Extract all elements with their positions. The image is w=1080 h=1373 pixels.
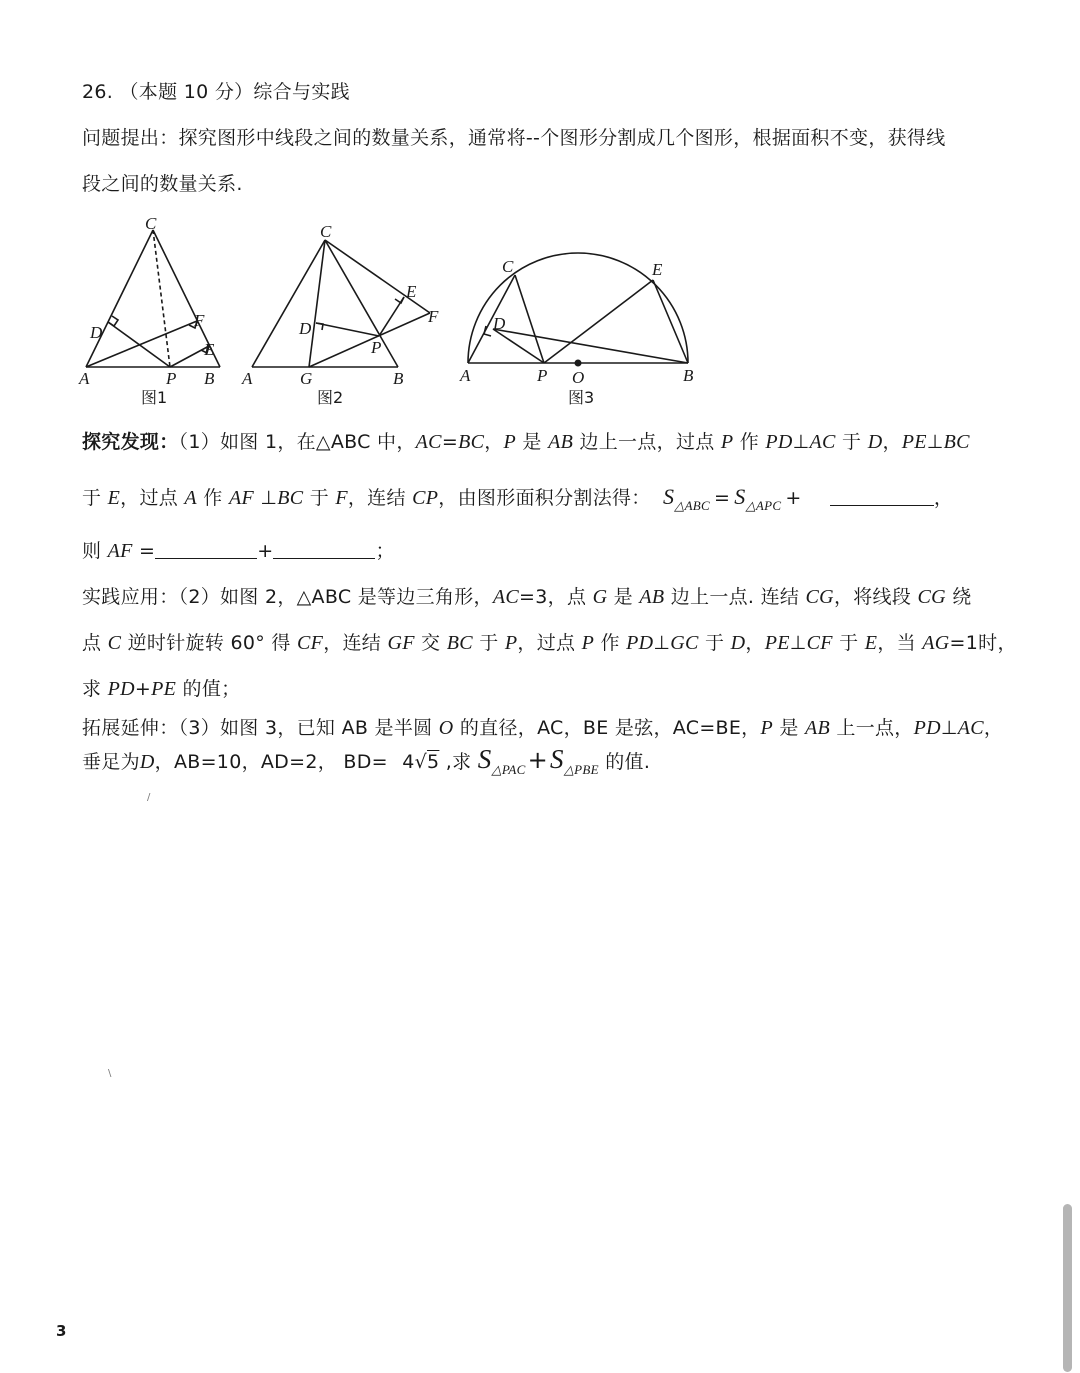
part3-label: 拓展延伸：: [82, 717, 179, 739]
part1-line-3: 则 AF = + ；: [82, 540, 395, 562]
scan-speck: /: [147, 792, 151, 803]
fig2-label-g: G: [300, 369, 313, 388]
part2-line-1: 实践应用：（2）如图 2，△ABC 是等边三角形，AC=3，点 G 是 AB 边上一点. 连结 CG，将线段 CG 绕: [82, 586, 972, 608]
question-meta: （本题 10 分）综合与实践: [119, 81, 350, 103]
figure-2: [252, 240, 430, 367]
fig1-label-b: B: [204, 369, 215, 388]
fig3-label-o: O: [572, 368, 585, 387]
scan-speck: \: [108, 1068, 112, 1079]
page-number: 3: [56, 1322, 67, 1340]
fig3-label-e: E: [652, 260, 663, 279]
part2-line-3: 求 PD+PE 的值；: [82, 678, 241, 700]
fig2-label-a: A: [242, 369, 253, 388]
answer-blank-3[interactable]: [273, 540, 375, 559]
vertical-scrollbar[interactable]: [1063, 1204, 1072, 1372]
part1-label: 探究发现：: [82, 431, 179, 453]
radical-sign: √: [414, 751, 428, 773]
fig1-label-a: A: [79, 369, 90, 388]
fig2-label-d: D: [299, 319, 312, 338]
figure-1: [86, 230, 220, 367]
fig3-label-c: C: [502, 257, 514, 276]
fig2-label-b: B: [393, 369, 404, 388]
fig2-caption: 图2: [317, 388, 344, 407]
intro-line-2: 段之间的数量关系.: [82, 173, 243, 195]
bd-value: 4√5: [402, 751, 440, 773]
fig1-caption: 图1: [141, 388, 168, 407]
answer-blank-1[interactable]: [830, 487, 934, 506]
fig3-label-b: B: [683, 366, 694, 385]
fig1-label-f: F: [194, 311, 205, 330]
fig2-label-p: P: [371, 338, 382, 357]
fig3-label-p: P: [537, 366, 548, 385]
area-formula: $S_{\triangle ABC} = S_{\triangle APC}$ +: [662, 484, 802, 513]
fig2-label-e: E: [406, 282, 417, 301]
figures: [75, 210, 715, 415]
area-sum-formula: $S_{\triangle PAC}+S_{\triangle PBE}$: [477, 744, 599, 777]
fig1-label-c: C: [145, 214, 157, 233]
question-header: [82, 78, 350, 106]
question-number: 26.: [82, 81, 114, 103]
part1-line-2: 于 E，过点 A 作 AF ⊥BC 于 F，连结 CP，由图形面积分割法得： $S_{\triangle ABC} = S_{\triangle APC}$ + ，: [82, 484, 954, 513]
part3-line-2: 垂足为D，AB=10，AD=2， BD= 4√5 ,求 $S_{\triangle PAC}+S_{\triangle PBE}$ 的值.: [82, 744, 651, 777]
fig3-label-d: D: [493, 314, 506, 333]
fig2-label-c: C: [320, 222, 332, 241]
intro-line-1: 问题提出：探究图形中线段之间的数量关系，通常将--个图形分割成几个图形，根据面积不变，获得线: [82, 127, 946, 149]
answer-blank-2[interactable]: [155, 540, 257, 559]
part1-line-1: 探究发现：（1）如图 1，在△ABC 中，AC=BC，P 是 AB 边上一点，过点 P 作 PD⊥AC 于 D，PE⊥BC: [82, 431, 970, 453]
fig1-label-d: D: [90, 323, 103, 342]
fig1-label-e: E: [204, 340, 215, 359]
fig1-label-p: P: [166, 369, 177, 388]
part3-line-1: 拓展延伸：（3）如图 3，已知 AB 是半圆 O 的直径，AC，BE 是弦，AC=BE，P 是 AB 上一点，PD⊥AC，: [82, 717, 1004, 739]
part2-label: 实践应用：: [82, 586, 179, 608]
part2-line-2: 点 C 逆时针旋转 60° 得 CF，连结 GF 交 BC 于 P，过点 P 作 PD⊥GC 于 D，PE⊥CF 于 E，当 AG=1时，: [82, 632, 1017, 654]
fig2-label-f: F: [428, 307, 439, 326]
fig3-caption: 图3: [568, 388, 595, 407]
fig3-label-a: A: [460, 366, 471, 385]
